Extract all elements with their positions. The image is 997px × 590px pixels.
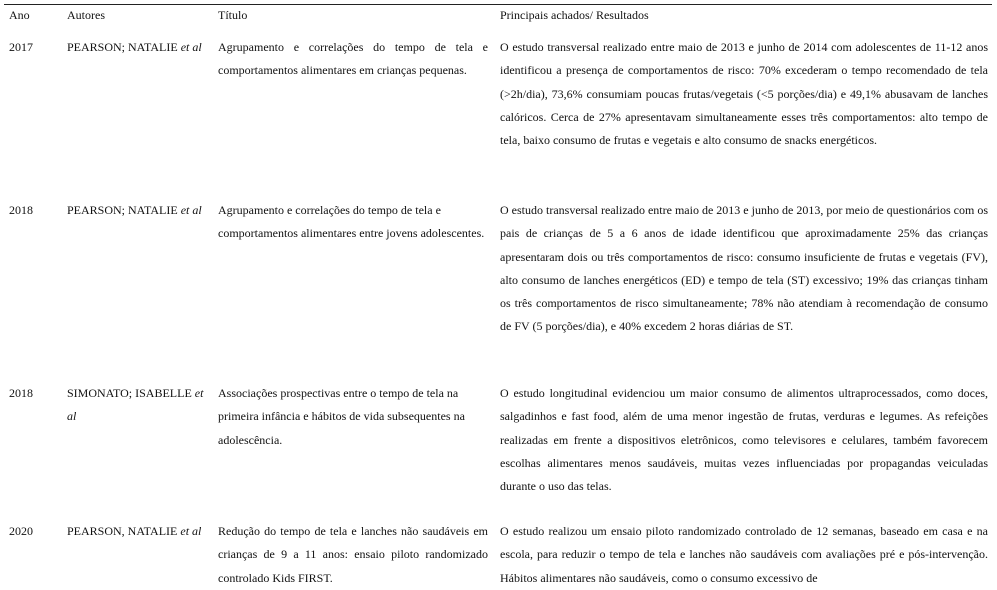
row-year: 2017	[9, 40, 33, 54]
header-title: Título	[218, 8, 248, 22]
header-year: Ano	[9, 8, 30, 22]
row-title: Agrupamento e correlações do tempo de tela e comportamentos alimentares entre jovens adolescentes.	[218, 203, 485, 241]
author-name: PEARSON; NATALIE	[67, 40, 178, 54]
author-etal: et al	[180, 524, 202, 538]
row-authors	[67, 36, 209, 59]
row-year: 2018	[9, 386, 33, 400]
author-etal: et al	[180, 203, 202, 217]
row-findings: O estudo transversal realizado entre maio de 2013 e junho de 2014 com adolescentes de 11-12 anos identificou a presença de comportamentos de risco: 70% excederam o tempo recomendado de tela (>2h/dia), 73,6% consumiam poucas frutas/vegetais (<5 porções/dia) e 49,1% abusavam de lanches calóricos. Cerca de 27% apresentavam simultaneamente esses três comportamentos: alto tempo de tela, baixo consumo de frutas e vegetais e alto consumo de snacks energéticos.	[500, 40, 988, 148]
header-findings: Principais achados/ Resultados	[500, 8, 649, 22]
author-name: PEARSON; NATALIE	[67, 203, 178, 217]
row-authors	[67, 382, 209, 429]
author-name: SIMONATO; ISABELLE	[67, 386, 192, 400]
row-title: Redução do tempo de tela e lanches não saudáveis em crianças de 9 a 11 anos: ensaio piloto randomizado controlado Kids FIRST.	[218, 524, 488, 585]
row-findings: O estudo realizou um ensaio piloto randomizado controlado de 12 semanas, baseado em casa e na escola, para reduzir o tempo de tela e lanches não saudáveis com avaliações pré e pós-intervenção. Hábitos alimentares não saudáveis, como o consumo excessivo de	[500, 524, 988, 585]
row-findings: O estudo longitudinal evidenciou um maior consumo de alimentos ultraprocessados, como doces, salgadinhos e fast food, além de uma menor ingestão de frutas, verduras e legumes. As refeições realizadas em frente a dispositivos eletrônicos, como televisores e celulares, também favorecem escolhas alimentares menos saudáveis, muitas vezes influenciadas por propagandas veiculadas durante o uso das telas.	[500, 386, 988, 494]
row-title: Associações prospectivas entre o tempo de tela na primeira infância e hábitos de vida subsequentes na adolescência.	[218, 386, 465, 447]
author-etal: et al	[67, 386, 204, 424]
row-authors	[67, 199, 209, 222]
author-etal: et al	[180, 40, 202, 54]
row-findings: O estudo transversal realizado entre maio de 2013 e junho de 2013, por meio de questionários com os pais de crianças de 5 a 6 anos de idade identificou que aproximadamente 25% das crianças apresentaram dois ou três comportamentos de risco: consumo insuficiente de frutas e vegetais (FV), alto consumo de lanches energéticos (ED) e tempo de tela (ST) excessivo; 19% das crianças tinham os três comportamentos de risco simultaneamente; 78% não atendiam à recomendação de consumo de FV (5 porções/dia), e 40% excedem 2 horas diárias de ST.	[500, 203, 988, 334]
row-year: 2018	[9, 203, 33, 217]
row-title: Agrupamento e correlações do tempo de tela e comportamentos alimentares em crianças pequenas.	[218, 40, 488, 78]
table-top-rule	[4, 4, 992, 5]
header-authors: Autores	[67, 8, 105, 22]
row-authors	[67, 520, 209, 543]
author-name: PEARSON, NATALIE	[67, 524, 178, 538]
row-year: 2020	[9, 524, 33, 538]
